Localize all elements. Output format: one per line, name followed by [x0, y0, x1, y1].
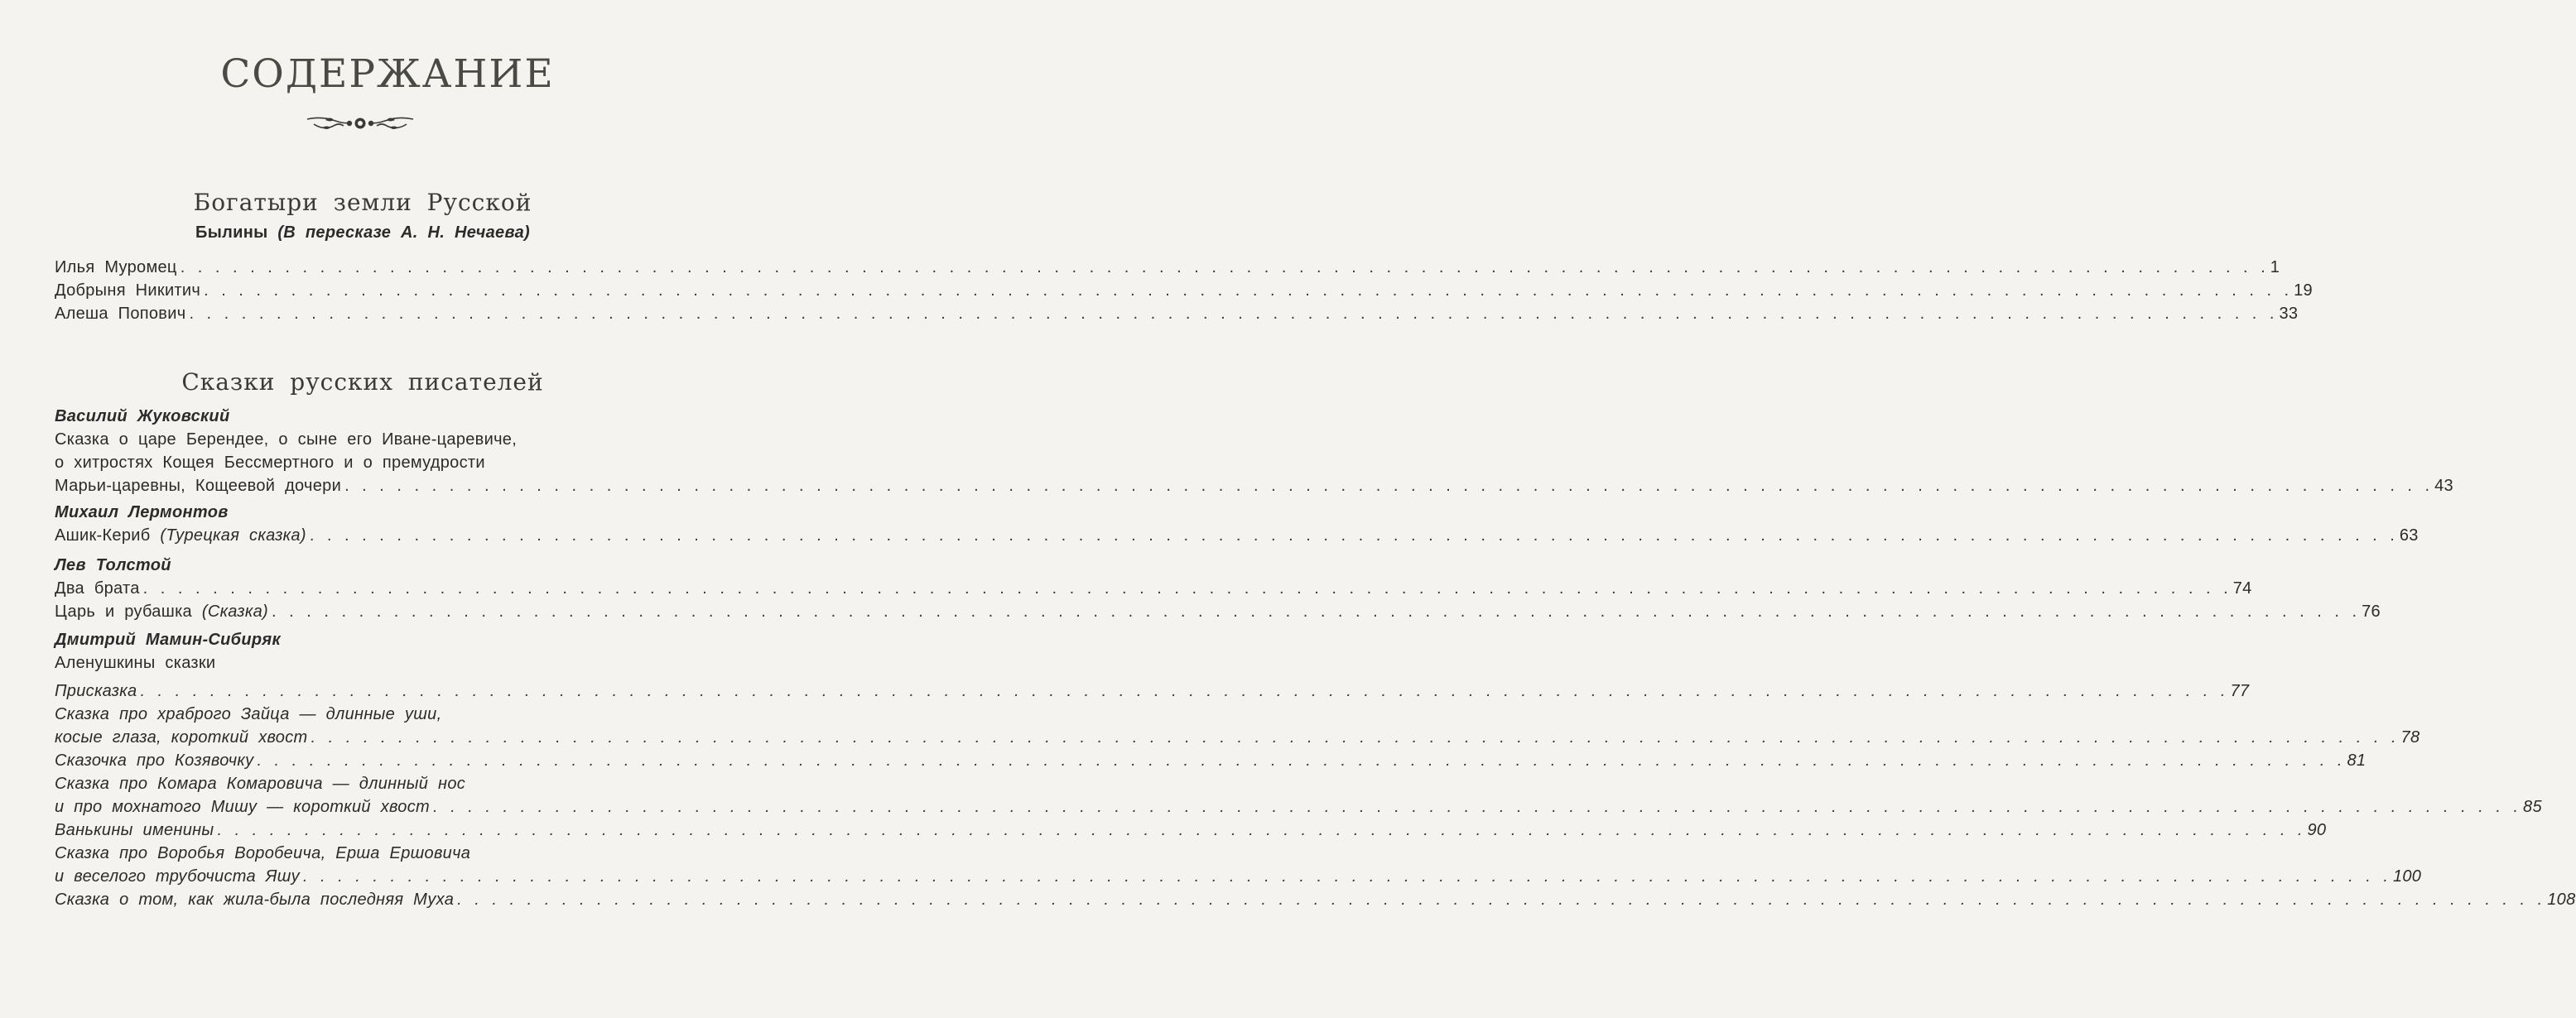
- page-number: 85: [2523, 798, 2542, 816]
- entry-title: Сказка о том, как жила-была последняя Муха: [55, 891, 455, 909]
- author-name: Михаил Лермонтов: [55, 503, 229, 521]
- dot-leader: . . . . . . . . . . . . . . . . . . . . . . . . . . . . . . . . . . . . . . . . . . . . . . . . . . . . . . . . . . . . . . . . . . . . . . . . . . . . . . . . . . . . . . . . . . . . . . . . . . . . . . . . . . . . . . . . . . . . . . . .: [433, 798, 2521, 816]
- dot-leader: . . . . . . . . . . . . . . . . . . . . . . . . . . . . . . . . . . . . . . . . . . . . . . . . . . . . . . . . . . . . . . . . . . . . . . . . . . . . . . . . . . . . . . . . . . . . . . . . . . . . . . . . . . . . . . . . . . . . . . . .: [272, 603, 2359, 621]
- page-number: 108: [2547, 891, 2576, 909]
- dot-leader: . . . . . . . . . . . . . . . . . . . . . . . . . . . . . . . . . . . . . . . . . . . . . . . . . . . . . . . . . . . . . . . . . . . . . . . . . . . . . . . . . . . . . . . . . . . . . . . . . . . . . . . . . . . . . . . . . . . . . . . .: [142, 579, 2230, 598]
- dot-leader: . . . . . . . . . . . . . . . . . . . . . . . . . . . . . . . . . . . . . . . . . . . . . . . . . . . . . . . . . . . . . . . . . . . . . . . . . . . . . . . . . . . . . . . . . . . . . . . . . . . . . . . . . . . . . . . . . . . . . . . .: [257, 751, 2344, 770]
- dot-leader: . . . . . . . . . . . . . . . . . . . . . . . . . . . . . . . . . . . . . . . . . . . . . . . . . . . . . . . . . . . . . . . . . . . . . . . . . . . . . . . . . . . . . . . . . . . . . . . . . . . . . . . . . . . . . . . . . . . . . . . .: [309, 526, 2396, 545]
- entry-title: и про мохнатого Мишу — короткий хвост: [55, 798, 430, 816]
- page-number: 33: [2279, 305, 2299, 323]
- entry-title-text: Царь и рубашка: [55, 603, 192, 621]
- entry-title: косые глаза, короткий хвост: [55, 728, 308, 747]
- page-number: 76: [2362, 603, 2381, 621]
- section-title-bogatyri: Богатыри земли Русской: [193, 189, 532, 216]
- page-number: 74: [2232, 579, 2252, 598]
- dot-leader: . . . . . . . . . . . . . . . . . . . . . . . . . . . . . . . . . . . . . . . . . . . . . . . . . . . . . . . . . . . . . . . . . . . . . . . . . . . . . . . . . . . . . . . . . . . . . . . . . . . . . . . . . . . . . . . . . . . . . . . .: [457, 891, 2545, 909]
- toc-entry[interactable]: [55, 603, 2381, 624]
- entry-title: Два брата: [55, 579, 140, 598]
- entry-line: Сказка про Воробья Воробеича, Ерша Ершовича: [55, 844, 471, 862]
- entry-line: Сказка про Комара Комаровича — длинный нос: [55, 775, 466, 793]
- dot-leader: . . . . . . . . . . . . . . . . . . . . . . . . . . . . . . . . . . . . . . . . . . . . . . . . . . . . . . . . . . . . . . . . . . . . . . . . . . . . . . . . . . . . . . . . . . . . . . . . . . . . . . . . . . . . . . . . . . . . . . . .: [189, 305, 2276, 323]
- page-number: 77: [2230, 682, 2250, 700]
- author-name: Лев Толстой: [55, 556, 171, 574]
- page-number: 100: [2392, 867, 2422, 886]
- section-subtitle: [0, 223, 725, 242]
- toc-entry[interactable]: [55, 682, 2250, 703]
- page-number: 63: [2399, 526, 2419, 545]
- entry-title: [55, 526, 306, 545]
- page-number: 19: [2294, 281, 2313, 300]
- dot-leader: . . . . . . . . . . . . . . . . . . . . . . . . . . . . . . . . . . . . . . . . . . . . . . . . . . . . . . . . . . . . . . . . . . . . . . . . . . . . . . . . . . . . . . . . . . . . . . . . . . . . . . . . . . . . . . . . . . . . . . . .: [204, 281, 2291, 300]
- entry-line: Сказка о царе Берендее, о сыне его Иване-царевиче,: [55, 430, 518, 449]
- toc-entry[interactable]: [55, 305, 2299, 326]
- page-title: СОДЕРЖАНИЕ: [220, 51, 555, 97]
- dot-leader: . . . . . . . . . . . . . . . . . . . . . . . . . . . . . . . . . . . . . . . . . . . . . . . . . . . . . . . . . . . . . . . . . . . . . . . . . . . . . . . . . . . . . . . . . . . . . . . . . . . . . . . . . . . . . . . . . . . . . . . .: [140, 682, 2227, 700]
- page-number: 81: [2347, 751, 2367, 770]
- entry-title-text: Ашик-Кериб: [55, 526, 151, 545]
- entry-title: Добрыня Никитич: [55, 281, 201, 300]
- entry-title: Илья Муромец: [55, 258, 177, 276]
- entry-title: Алеша Попович: [55, 305, 186, 323]
- dot-leader: . . . . . . . . . . . . . . . . . . . . . . . . . . . . . . . . . . . . . . . . . . . . . . . . . . . . . . . . . . . . . . . . . . . . . . . . . . . . . . . . . . . . . . . . . . . . . . . . . . . . . . . . . . . . . . . . . . . . . . . .: [217, 821, 2304, 839]
- entry-title: [55, 603, 268, 622]
- toc-entry[interactable]: [55, 751, 2367, 773]
- entry-title: и веселого трубочиста Яшу: [55, 867, 300, 886]
- entry-note: (Сказка): [201, 603, 269, 621]
- entry-line: о хитростях Кощея Бессмертного и о премудрости: [55, 454, 485, 472]
- author-name: Василий Жуковский: [55, 407, 230, 425]
- subtitle-main: Былины: [195, 223, 268, 242]
- toc-entry[interactable]: [55, 821, 2327, 843]
- author-name: Дмитрий Мамин-Сибиряк: [55, 631, 281, 649]
- collection-title: Аленушкины сказки: [55, 654, 216, 672]
- toc-entry[interactable]: [55, 579, 2252, 601]
- page-number: 90: [2307, 821, 2327, 839]
- dot-leader: . . . . . . . . . . . . . . . . . . . . . . . . . . . . . . . . . . . . . . . . . . . . . . . . . . . . . . . . . . . . . . . . . . . . . . . . . . . . . . . . . . . . . . . . . . . . . . . . . . . . . . . . . . . . . . . . . . . . . . . .: [344, 477, 2432, 495]
- toc-entry[interactable]: [55, 798, 2542, 819]
- entry-note: (Турецкая сказка): [160, 526, 306, 545]
- page-number: 1: [2270, 258, 2280, 276]
- toc-entry[interactable]: [55, 728, 2420, 750]
- dot-leader: . . . . . . . . . . . . . . . . . . . . . . . . . . . . . . . . . . . . . . . . . . . . . . . . . . . . . . . . . . . . . . . . . . . . . . . . . . . . . . . . . . . . . . . . . . . . . . . . . . . . . . . . . . . . . . . . . . . . . . . .: [311, 728, 2398, 747]
- toc-entry[interactable]: [55, 258, 2280, 280]
- toc-entry[interactable]: [55, 867, 2422, 889]
- entry-title: Марьи-царевны, Кощеевой дочери: [55, 477, 342, 495]
- toc-entry[interactable]: [55, 891, 2576, 912]
- dot-leader: . . . . . . . . . . . . . . . . . . . . . . . . . . . . . . . . . . . . . . . . . . . . . . . . . . . . . . . . . . . . . . . . . . . . . . . . . . . . . . . . . . . . . . . . . . . . . . . . . . . . . . . . . . . . . . . . . . . . . . . .: [180, 258, 2267, 276]
- entry-title: Ванькины именины: [55, 821, 214, 839]
- page-number: 78: [2400, 728, 2420, 747]
- floral-ornament-icon: [306, 113, 415, 134]
- toc-entry[interactable]: [55, 526, 2419, 548]
- entry-line: Сказка про храброго Зайца — длинные уши,: [55, 705, 442, 723]
- dot-leader: . . . . . . . . . . . . . . . . . . . . . . . . . . . . . . . . . . . . . . . . . . . . . . . . . . . . . . . . . . . . . . . . . . . . . . . . . . . . . . . . . . . . . . . . . . . . . . . . . . . . . . . . . . . . . . . . . . . . . . . .: [302, 867, 2390, 886]
- entry-title: Присказка: [55, 682, 137, 700]
- subtitle-note: (В пересказе А. Н. Нечаева): [277, 223, 530, 242]
- toc-entry[interactable]: [55, 281, 2313, 303]
- entry-title: Сказочка про Козявочку: [55, 751, 254, 770]
- section-title-skazki: Сказки русских писателей: [181, 368, 544, 396]
- page-number: 43: [2434, 477, 2453, 495]
- toc-entry[interactable]: [55, 477, 2453, 498]
